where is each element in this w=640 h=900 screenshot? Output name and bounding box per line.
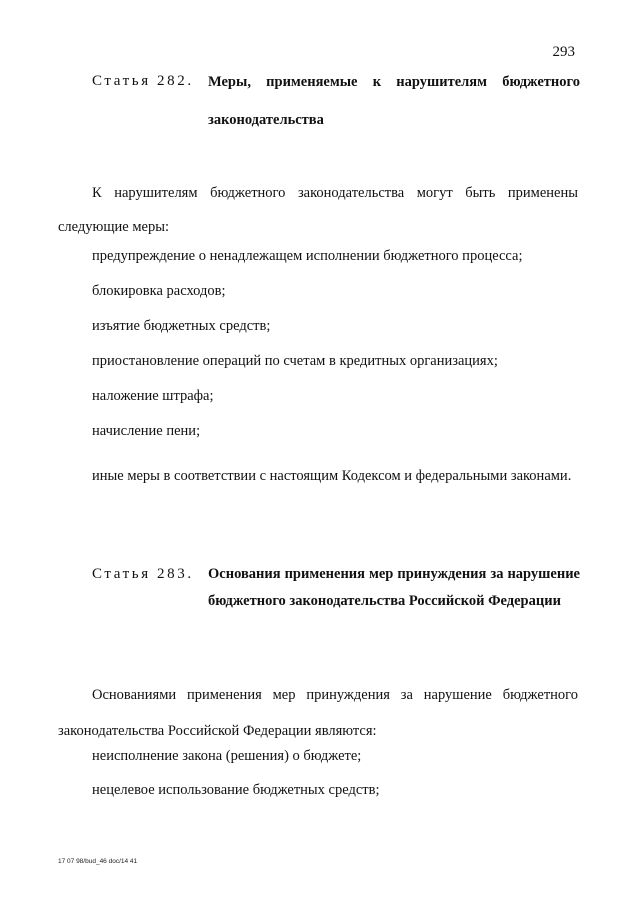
page-number: 293: [552, 44, 575, 60]
article-282-item-6: начисление пени;: [92, 423, 201, 439]
article-282-intro: К нарушителям бюджетного законодательства могут быть применены следующие меры:: [58, 185, 578, 235]
article-283-item-1: неисполнение закона (решения) о бюджете;: [92, 748, 362, 764]
article-282-title: Меры, применяемые к нарушителям бюджетного законодательства: [208, 74, 580, 128]
article-283-label: Статья 283.: [92, 566, 194, 582]
article-283-item-2: нецелевое использование бюджетных средств;: [92, 782, 380, 798]
article-282-item-4: приостановление операций по счетам в кредитных организациях;: [92, 353, 498, 369]
article-282-item-1: предупреждение о ненадлежащем исполнении бюджетного процесса;: [92, 248, 523, 264]
article-282-item-2: блокировка расходов;: [92, 283, 226, 299]
article-282-item-3: изъятие бюджетных средств;: [92, 318, 271, 334]
article-282-last-item: иные меры в соответствии с настоящим Кодексом и федеральными законами.: [92, 468, 572, 484]
article-283-title: Основания применения мер принуждения за нарушение бюджетного законодательства Российской Федерации: [208, 566, 580, 609]
footer-file-reference: 17 07 98/bud_46 doc/14 41: [58, 858, 138, 865]
article-282-item-5: наложение штрафа;: [92, 388, 214, 404]
article-283-intro: Основаниями применения мер принуждения за нарушение бюджетного законодательства Российской Федерации являются:: [58, 687, 578, 739]
article-282-label: Статья 282.: [92, 73, 194, 89]
